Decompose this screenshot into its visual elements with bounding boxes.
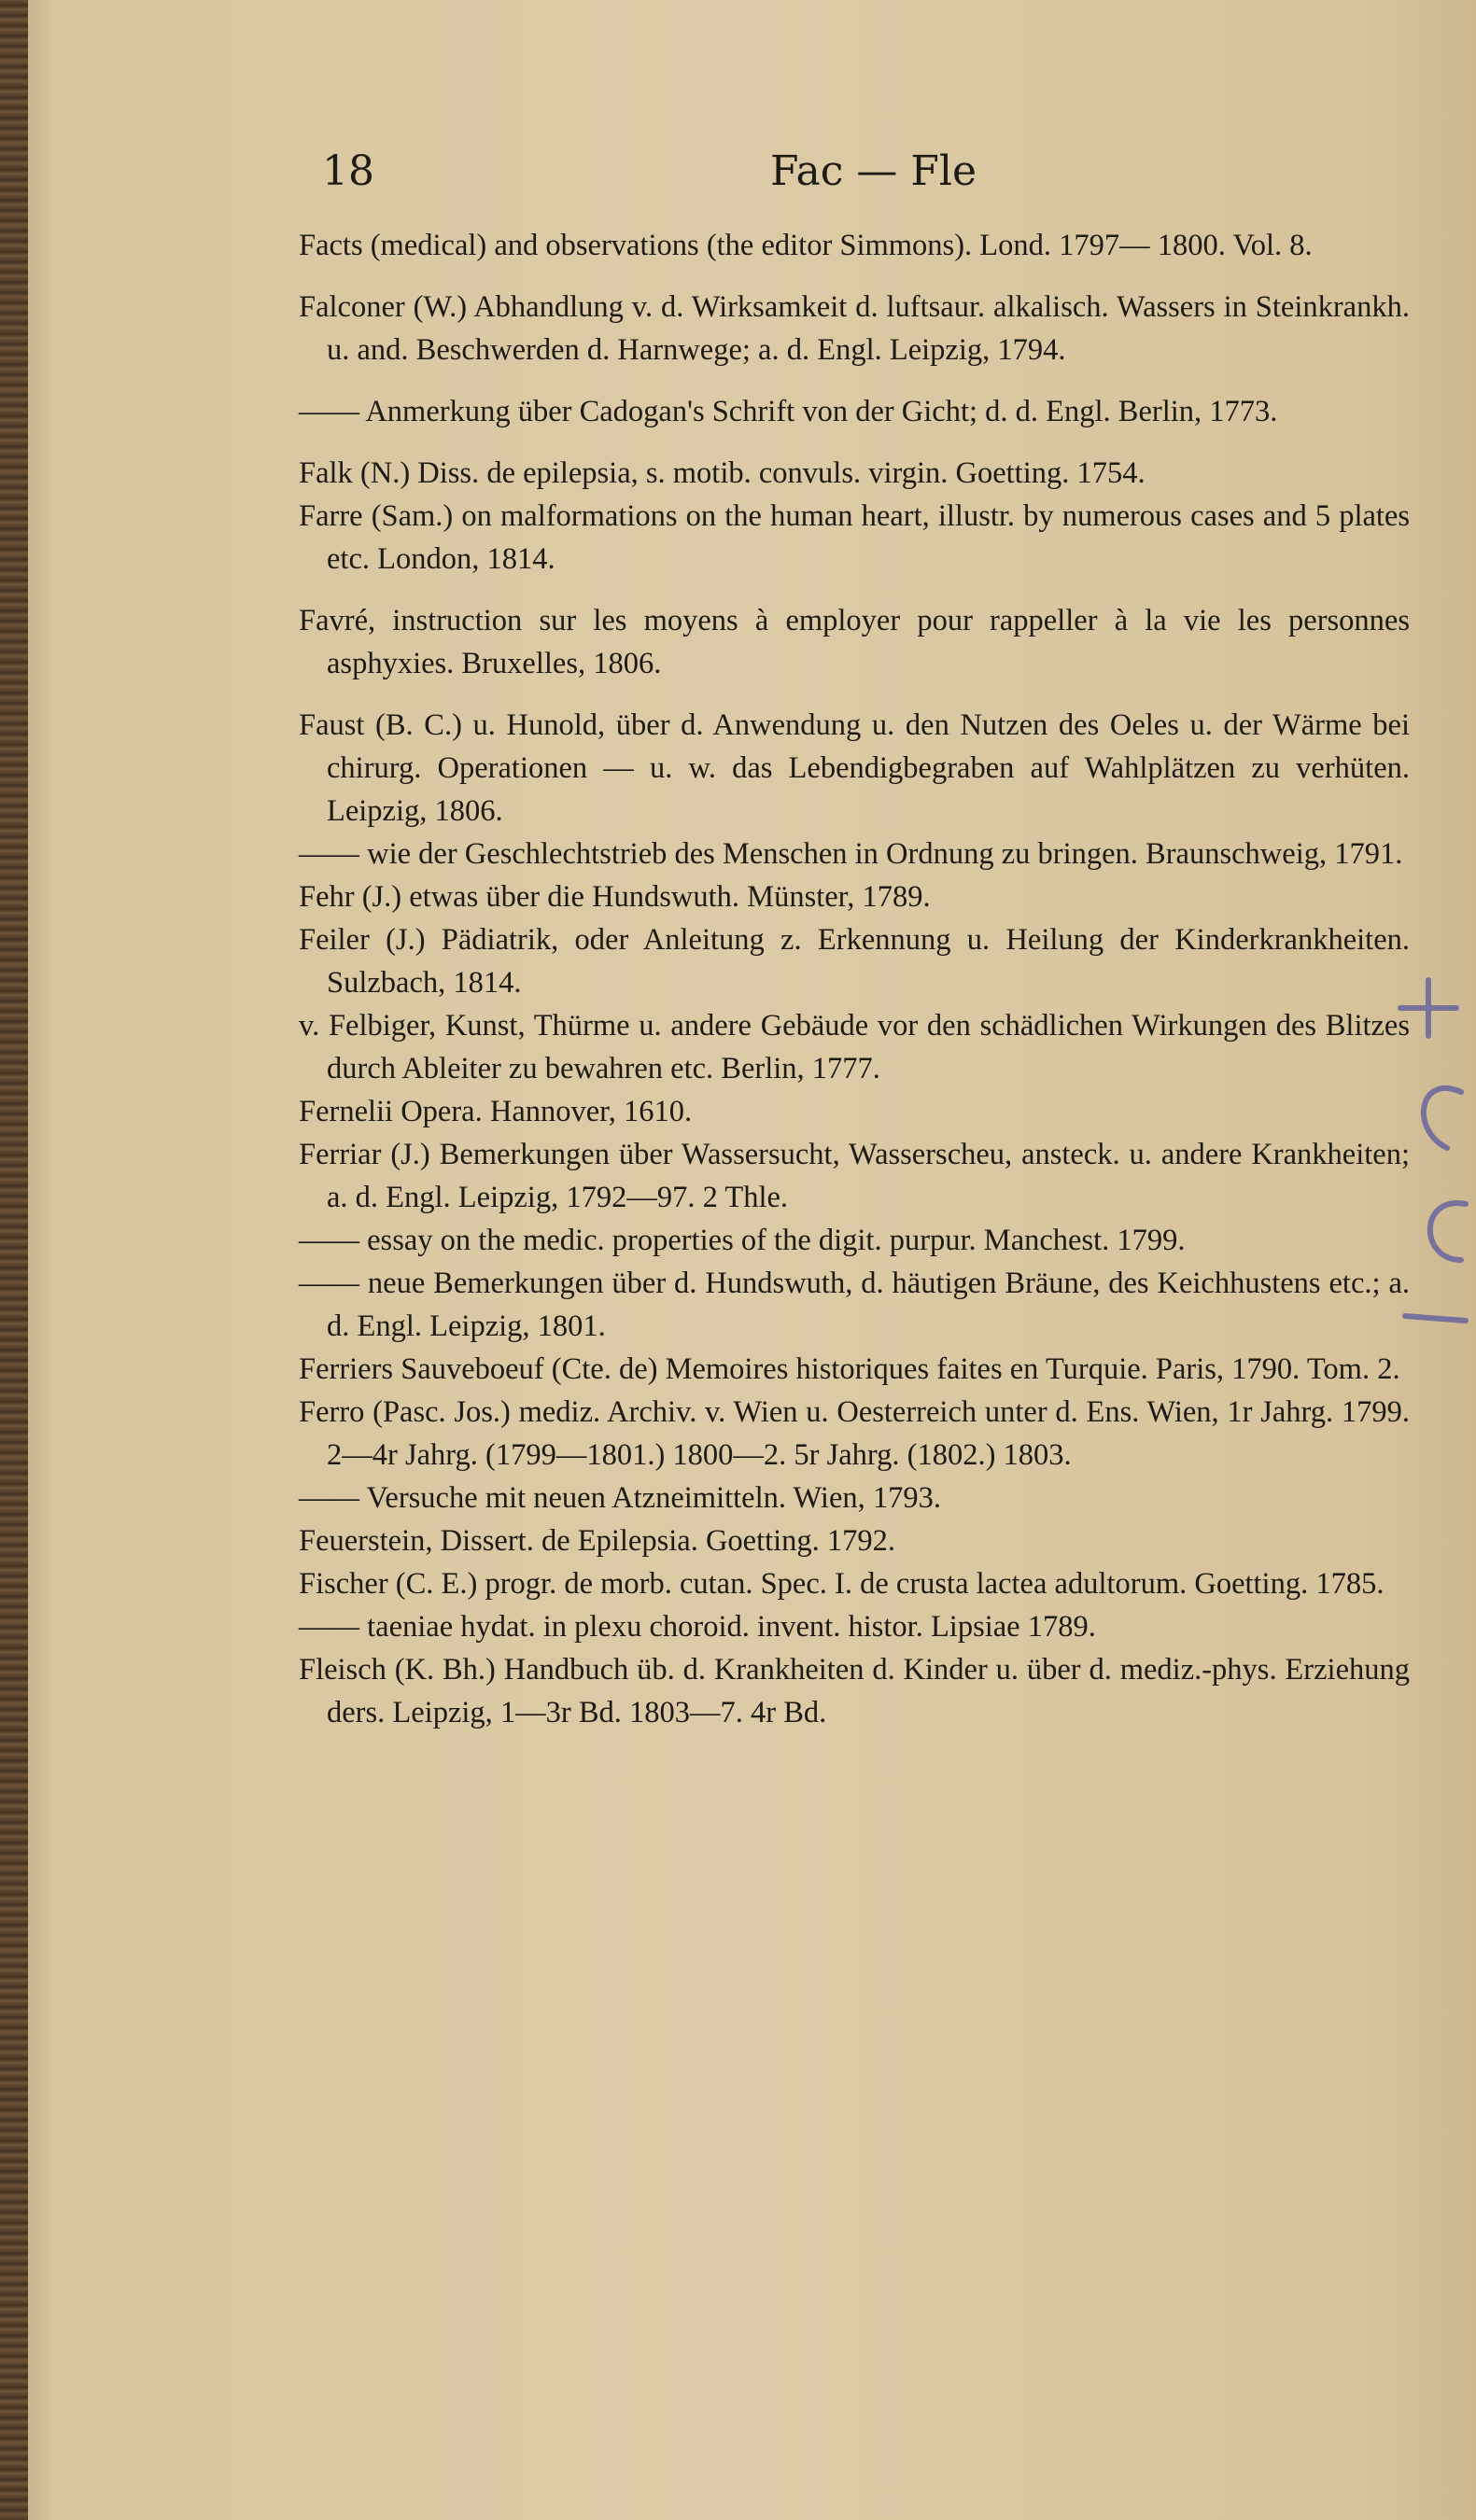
bibliography-entry: Fehr (J.) etwas über die Hundswuth. Münster, 1789. — [299, 880, 931, 914]
bibliography-entry: —— Anmerkung über Cadogan's Schrift von der Gicht; d. d. Engl. Berlin, 1773. — [299, 395, 1278, 428]
bibliography-entry: Facts (medical) and observations (the editor Simmons). Lond. 1797— 1800. Vol. 8. — [299, 229, 1313, 262]
bibliography-entry: Feuerstein, Dissert. de Epilepsia. Goetting. 1792. — [299, 1524, 896, 1558]
margin-stamp-marks — [1391, 961, 1476, 1353]
bibliography-entry: —— Versuche mit neuen Atzneimitteln. Wien, 1793. — [299, 1481, 941, 1515]
running-head: Fac — Fle — [770, 147, 977, 195]
bibliography-entry: Farre (Sam.) on malformations on the human heart, illustr. by numerous cases and 5 plates etc. London, 1814. — [299, 499, 1410, 576]
bibliography-entry: Ferriers Sauveboeuf (Cte. de) Memoires historiques faites en Turquie. Paris, 1790. Tom. 2. — [299, 1352, 1400, 1386]
bibliography-entry: Favré, instruction sur les moyens à employer pour rappeller à la vie les personnes asphyxies. Bruxelles, 1806. — [299, 604, 1410, 680]
bibliography-entry: Falconer (W.) Abhandlung v. d. Wirksamkeit d. luftsaur. alkalisch. Wassers in Steinkrankh. u. and. Beschwerden d. Harnwege; a. d. Engl. Leipzig, 1794. — [299, 290, 1410, 367]
bibliography-entry: Ferro (Pasc. Jos.) mediz. Archiv. v. Wien u. Oesterreich unter d. Ens. Wien, 1r Jahrg. 1799. 2—4r Jahrg. (1799—1801.) 1800—2. 5r Jahrg. (1802.) 1803. — [299, 1395, 1410, 1472]
bibliography-entry: —— taeniae hydat. in plexu choroid. invent. histor. Lipsiae 1789. — [299, 1610, 1096, 1644]
bibliography-entry: —— essay on the medic. properties of the digit. purpur. Manchest. 1799. — [299, 1224, 1186, 1257]
bibliography-entry: —— wie der Geschlechtstrieb des Menschen in Ordnung zu bringen. Braunschweig, 1791. — [299, 837, 1403, 871]
bibliography-entry: Fernelii Opera. Hannover, 1610. — [299, 1095, 693, 1128]
bibliography-entry: Faust (B. C.) u. Hunold, über d. Anwendung u. den Nutzen des Oeles u. der Wärme bei chirurg. Operationen — u. w. das Lebendigbegraben auf Wahlplätzen zu verhüten. Leipzig, 1806. — [299, 708, 1410, 828]
bibliography-entry: Fischer (C. E.) progr. de morb. cutan. Spec. I. de crusta lactea adultorum. Goetting. 1785. — [299, 1567, 1385, 1601]
bibliography-entry: v. Felbiger, Kunst, Thürme u. andere Gebäude vor den schädlichen Wirkungen des Blitzes durch Ableiter zu bewahren etc. Berlin, 1777. — [299, 1009, 1410, 1085]
bibliography-entry: Ferriar (J.) Bemerkungen über Wassersucht, Wasserscheu, ansteck. u. andere Krankheiten; a. d. Engl. Leipzig, 1792—97. 2 Thle. — [299, 1138, 1410, 1214]
book-spine-edge — [0, 0, 28, 2520]
bibliography-entry: Fleisch (K. Bh.) Handbuch üb. d. Krankheiten d. Kinder u. über d. mediz.-phys. Erziehung ders. Leipzig, 1—3r Bd. 1803—7. 4r Bd. — [299, 1653, 1410, 1729]
bibliography-entry: Feiler (J.) Pädiatrik, oder Anleitung z. Erkennung u. Heilung der Kinderkrankheiten. Sulzbach, 1814. — [299, 923, 1410, 1000]
bibliography-entry: Falk (N.) Diss. de epilepsia, s. motib. convuls. virgin. Goetting. 1754. — [299, 456, 1146, 490]
bibliography-entry: —— neue Bemerkungen über d. Hundswuth, d. häutigen Bräune, des Keichhustens etc.; a. d. Engl. Leipzig, 1801. — [299, 1267, 1410, 1343]
bibliography-entries — [299, 224, 1410, 1734]
page-header — [322, 140, 1405, 205]
page-number: 18 — [322, 147, 374, 195]
